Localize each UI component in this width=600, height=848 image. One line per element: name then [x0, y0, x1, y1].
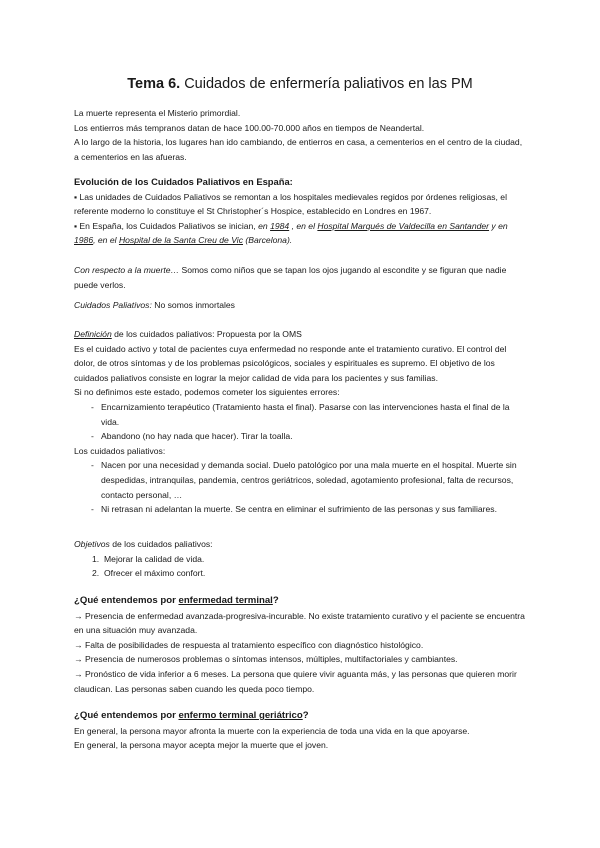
terminal-item: → Pronóstico de vida inferior a 6 meses. La persona que quiere vivir aguanta más, y las personas que quieren morir claudican. Las personas saben cuando les queda poco tiempo.	[74, 668, 517, 694]
evolution-bullet-1: ▪ Las unidades de Cuidados Paliativos se remontan a los hospitales medievales regidos por órdenes religiosas, el referente moderno lo constituye el St Christopher´s Hospice, establecido en Londres en 1967.	[74, 191, 507, 217]
objectives-section	[74, 537, 528, 581]
evolution-heading: Evolución de los Cuidados Paliativos en España:	[74, 176, 293, 187]
terminal-item: → Presencia de enfermedad avanzada-progresiva-incurable. No existe tratamiento curativo y el paciente se encuentra en una situación muy avanzada.	[74, 610, 525, 636]
cuidados-section	[74, 298, 528, 313]
hospital-valdecilla: Hospital Marqués de Valdecilla en Santander	[317, 220, 490, 231]
terminal-item: → Presencia de numerosos problemas o síntomas intensos, múltiples, multifactoriales y cambiantes.	[74, 654, 458, 665]
terminal-item: → Falta de posibilidades de respuesta al tratamiento específico con diagnóstico histológico.	[74, 639, 424, 650]
page-title	[0, 76, 600, 92]
geriatric-line: En general, la persona mayor afronta la muerte con la experiencia de toda una vida en la que apoyarse.	[74, 725, 470, 736]
cp-intro: Los cuidados paliativos:	[74, 445, 166, 456]
list-item: 1. Mejorar la calidad de vida.	[92, 553, 205, 564]
list-item: - Abandono (no hay nada que hacer). Tirar la toalla.	[91, 431, 293, 442]
list-item: - Ni retrasan ni adelantan la muerte. Se centra en eliminar el sufrimiento de las personas y sus familiares.	[91, 504, 497, 515]
year-1986: 1986	[74, 235, 94, 246]
intro-line-2: Los entierros más tempranos datan de hace 100.00-70.000 años en tiempos de Neandertal.	[74, 122, 425, 133]
respecto-section	[74, 263, 528, 292]
errors-intro: Si no definimos este estado, podemos cometer los siguientes errores:	[74, 387, 340, 398]
evolution-section	[74, 175, 528, 248]
cuidados-line: Cuidados Paliativos: No somos inmortales	[74, 300, 235, 310]
terminal-section	[74, 594, 528, 696]
respecto-paragraph: Con respecto a la muerte… Somos como niños que se tapan los ojos jugando al escondite y se figuran que nadie puede verlos.	[74, 265, 507, 290]
intro-line-1: La muerte representa el Misterio primordial.	[74, 108, 241, 118]
hospital-santa-creu: Hospital de la Santa Creu de Vic	[118, 235, 243, 246]
definition-body: Es el cuidado activo y total de pacientes cuya enfermedad no responde ante el tratamiento curativo. El control del dolor, de otros síntomas y de los problemas psicológicos, sociales y espirituales es supremo. El objetivo de los cuidados paliativos consiste en lograr la mejor calidad de vida para los pacientes y sus familias.	[74, 343, 507, 383]
intro-section	[74, 106, 528, 164]
definition-heading: Definición de los cuidados paliativos: Propuesta por la OMS	[74, 329, 302, 339]
title-number: Tema 6.	[127, 76, 181, 92]
list-item: - Encarnizamiento terapéutico (Tratamiento hasta el final). Pasarse con las intervenciones hasta el final de la vida.	[91, 401, 510, 427]
terminal-heading: ¿Qué entendemos por enfermedad terminal?	[74, 595, 279, 606]
list-item: - Nacen por una necesidad y demanda social. Duelo patológico por una mala muerte en el hospital. Muerte sin despedidas, intranquilas, pandemia, centros geriátricos, soledad, agotamiento profesional, falta de recursos, contacto personal, …	[91, 460, 517, 500]
year-1984: 1984	[270, 220, 290, 231]
list-item: 2. Ofrecer el máximo confort.	[92, 568, 206, 579]
evolution-bullet-2: ▪ En España, los Cuidados Paliativos se inician, en 1984 , en el Hospital Marqués de Valdecilla en Santander y en 1986, en el Hospital de la Santa Creu de Vic (Barcelona).	[74, 220, 508, 246]
definition-section	[74, 327, 528, 517]
intro-line-3: A lo largo de la historia, los lugares han ido cambiando, de entierros en casa, a cementerios en el centro de la ciudad, a cementerios en las afueras.	[74, 137, 523, 162]
title-text: Cuidados de enfermería paliativos en las PM	[180, 76, 473, 92]
geriatric-section	[74, 709, 528, 753]
objectives-heading: Objetivos de los cuidados paliativos:	[74, 539, 213, 549]
geriatric-line: En general, la persona mayor acepta mejor la muerte que el joven.	[74, 740, 329, 751]
geriatric-heading: ¿Qué entendemos por enfermo terminal geriátrico?	[74, 710, 309, 721]
